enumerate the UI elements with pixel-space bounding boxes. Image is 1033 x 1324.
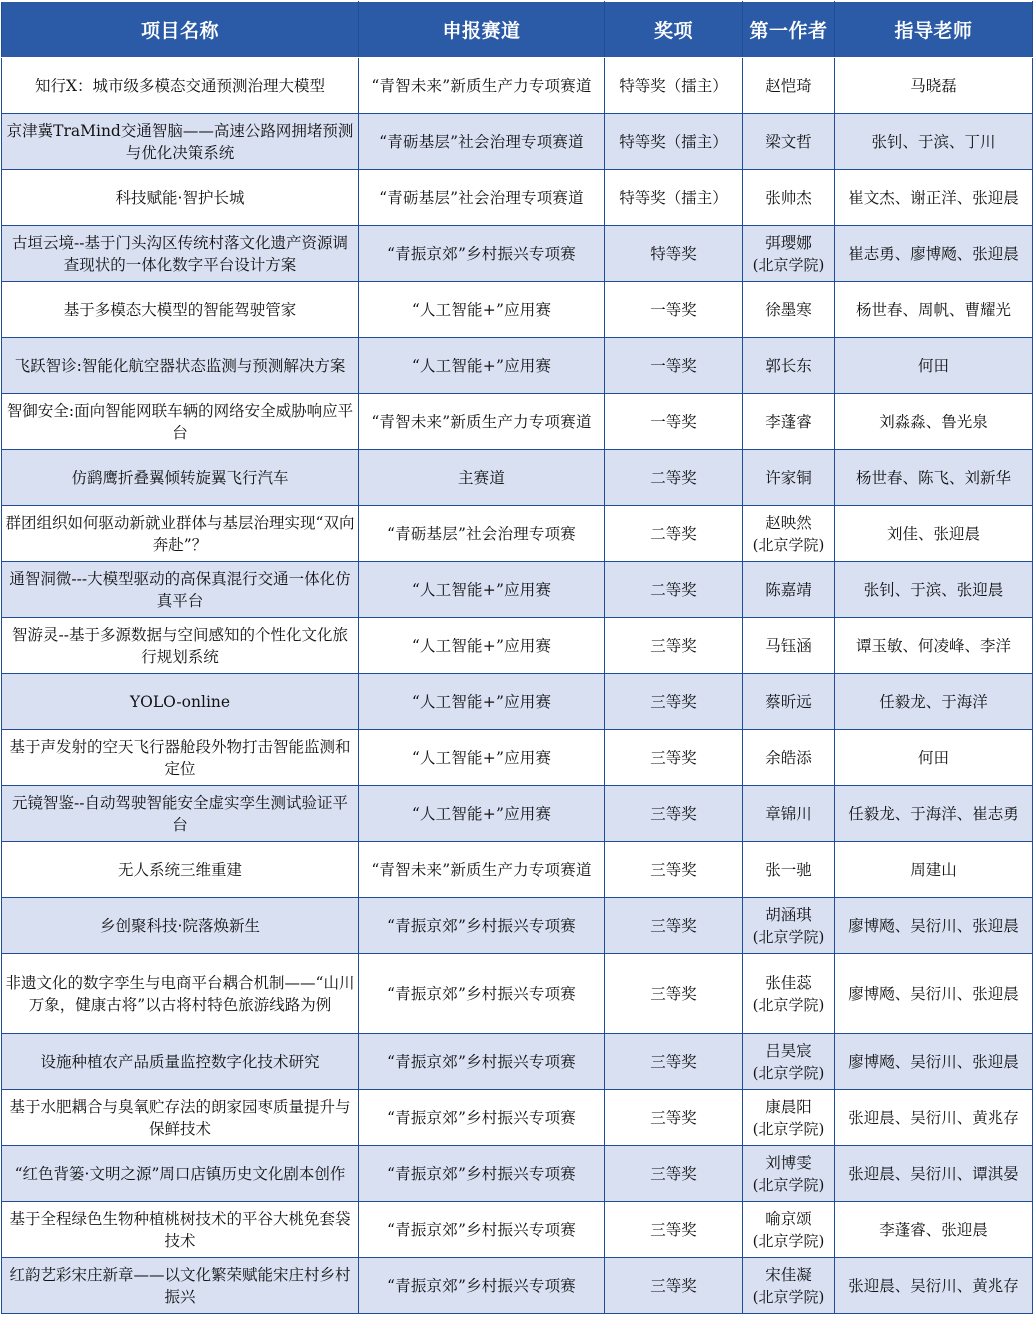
project-cell: 设施种植农产品质量监控数字化技术研究 [2, 1034, 359, 1090]
track-cell: “人工智能+”应用赛 [359, 730, 605, 786]
award-cell: 三等奖 [605, 786, 743, 842]
award-cell: 三等奖 [605, 1202, 743, 1258]
table-row [2, 786, 1033, 842]
table-row [2, 730, 1033, 786]
track-cell: 主赛道 [359, 450, 605, 506]
author-cell [743, 1258, 835, 1314]
track-cell: “人工智能+”应用赛 [359, 618, 605, 674]
table-row [2, 618, 1033, 674]
table-row [2, 58, 1033, 114]
advisor-cell: 廖博飏、吴衍川、张迎晨 [835, 898, 1033, 954]
advisor-cell: 刘淼淼、鲁光泉 [835, 394, 1033, 450]
advisor-cell: 廖博飏、吴衍川、张迎晨 [835, 1034, 1033, 1090]
award-cell: 一等奖 [605, 394, 743, 450]
advisor-cell: 崔志勇、廖博飏、张迎晨 [835, 226, 1033, 282]
track-cell: “青智未来”新质生产力专项赛道 [359, 58, 605, 114]
advisor-cell: 任毅龙、于海洋 [835, 674, 1033, 730]
track-cell: “人工智能+”应用赛 [359, 282, 605, 338]
author-cell [743, 1034, 835, 1090]
project-cell: 红韵艺彩宋庄新章——以文化繁荣赋能宋庄村乡村振兴 [2, 1258, 359, 1314]
author-name: 张帅杰 [765, 188, 812, 207]
author-name: 陈嘉靖 [765, 580, 812, 599]
table-row [2, 898, 1033, 954]
advisor-cell: 张迎晨、吴衍川、黄兆存 [835, 1258, 1033, 1314]
track-cell: “人工智能+”应用赛 [359, 562, 605, 618]
table-row [2, 170, 1033, 226]
track-cell: “青振京郊”乡村振兴专项赛 [359, 226, 605, 282]
table-row [2, 114, 1033, 170]
author-cell [743, 562, 835, 618]
author-cell [743, 618, 835, 674]
author-cell [743, 1146, 835, 1202]
award-cell: 特等奖（擂主） [605, 170, 743, 226]
author-affiliation: (北京学院) [752, 927, 825, 946]
award-cell: 三等奖 [605, 618, 743, 674]
award-cell: 三等奖 [605, 842, 743, 898]
project-cell: 元镜智鉴--自动驾驶智能安全虚实孪生测试验证平台 [2, 786, 359, 842]
table-row [2, 674, 1033, 730]
table-row [2, 954, 1033, 1034]
advisor-cell: 谭玉敏、何凌峰、李洋 [835, 618, 1033, 674]
project-cell: 群团组织如何驱动新就业群体与基层治理实现“双向奔赴”？ [2, 506, 359, 562]
project-cell: 科技赋能·智护长城 [2, 170, 359, 226]
table-row [2, 226, 1033, 282]
award-cell: 三等奖 [605, 674, 743, 730]
project-cell: 智游灵--基于多源数据与空间感知的个性化文化旅行规划系统 [2, 618, 359, 674]
author-name: 弭璎娜 [765, 233, 812, 252]
project-cell: 通智洞微---大模型驱动的高保真混行交通一体化仿真平台 [2, 562, 359, 618]
advisor-cell: 张钊、于滨、张迎晨 [835, 562, 1033, 618]
author-cell [743, 898, 835, 954]
author-cell [743, 1090, 835, 1146]
award-cell: 一等奖 [605, 282, 743, 338]
award-cell: 三等奖 [605, 898, 743, 954]
advisor-cell: 张钊、于滨、丁川 [835, 114, 1033, 170]
table-row [2, 338, 1033, 394]
award-cell: 三等奖 [605, 954, 743, 1034]
author-name: 宋佳凝 [765, 1265, 812, 1284]
table-row [2, 1258, 1033, 1314]
project-cell: 非遗文化的数字孪生与电商平台耦合机制——“山川万象，健康古将”以古将村特色旅游线路为例 [2, 954, 359, 1034]
author-name: 郭长东 [765, 356, 812, 375]
author-name: 赵恺琦 [765, 76, 812, 95]
project-cell: YOLO-online [2, 674, 359, 730]
author-cell [743, 226, 835, 282]
author-name: 李蓬睿 [765, 412, 812, 431]
author-name: 康晨阳 [765, 1097, 812, 1116]
table-row [2, 1090, 1033, 1146]
advisor-cell: 杨世春、陈飞、刘新华 [835, 450, 1033, 506]
author-cell [743, 450, 835, 506]
author-cell [743, 506, 835, 562]
table-row [2, 842, 1033, 898]
author-name: 梁文哲 [765, 132, 812, 151]
track-cell: “人工智能+”应用赛 [359, 786, 605, 842]
advisor-cell: 张迎晨、吴衍川、黄兆存 [835, 1090, 1033, 1146]
advisor-cell: 何田 [835, 338, 1033, 394]
author-cell [743, 954, 835, 1034]
award-cell: 二等奖 [605, 562, 743, 618]
header-author: 第一作者 [743, 2, 835, 58]
table-row [2, 394, 1033, 450]
author-cell [743, 170, 835, 226]
table-row [2, 562, 1033, 618]
track-cell: “青振京郊”乡村振兴专项赛 [359, 1090, 605, 1146]
track-cell: “青砺基层”社会治理专项赛道 [359, 114, 605, 170]
track-cell: “人工智能+”应用赛 [359, 338, 605, 394]
author-affiliation: (北京学院) [752, 1231, 825, 1250]
table-row [2, 282, 1033, 338]
project-cell: 知行X：城市级多模态交通预测治理大模型 [2, 58, 359, 114]
project-cell: 古垣云境--基于门头沟区传统村落文化遗产资源调查现状的一体化数字平台设计方案 [2, 226, 359, 282]
track-cell: “青振京郊”乡村振兴专项赛 [359, 1202, 605, 1258]
author-cell [743, 338, 835, 394]
author-cell [743, 394, 835, 450]
track-cell: “青砺基层”社会治理专项赛道 [359, 170, 605, 226]
award-cell: 特等奖（擂主） [605, 58, 743, 114]
author-name: 刘博雯 [765, 1153, 812, 1172]
author-name: 蔡昕远 [765, 692, 812, 711]
project-cell: 基于全程绿色生物种植桃树技术的平谷大桃免套袋技术 [2, 1202, 359, 1258]
table-row [2, 1146, 1033, 1202]
table-row [2, 1034, 1033, 1090]
project-cell: 基于水肥耦合与臭氧贮存法的朗家园枣质量提升与保鲜技术 [2, 1090, 359, 1146]
track-cell: “青智未来”新质生产力专项赛道 [359, 842, 605, 898]
award-cell: 二等奖 [605, 506, 743, 562]
advisor-cell: 何田 [835, 730, 1033, 786]
project-cell: “红色背篓·文明之源”周口店镇历史文化剧本创作 [2, 1146, 359, 1202]
author-affiliation: (北京学院) [752, 1175, 825, 1194]
award-cell: 特等奖 [605, 226, 743, 282]
award-cell: 三等奖 [605, 730, 743, 786]
project-cell: 基于声发射的空天飞行器舱段外物打击智能监测和定位 [2, 730, 359, 786]
track-cell: “青振京郊”乡村振兴专项赛 [359, 1034, 605, 1090]
track-cell: “青振京郊”乡村振兴专项赛 [359, 898, 605, 954]
advisor-cell: 李蓬睿、张迎晨 [835, 1202, 1033, 1258]
author-name: 徐墨寒 [765, 300, 812, 319]
award-cell: 三等奖 [605, 1146, 743, 1202]
header-advisor: 指导老师 [835, 2, 1033, 58]
awards-table [1, 1, 1033, 1314]
author-name: 张一驰 [765, 860, 812, 879]
track-cell: “人工智能+”应用赛 [359, 674, 605, 730]
project-cell: 仿鹞鹰折叠翼倾转旋翼飞行汽车 [2, 450, 359, 506]
project-cell: 京津冀TraMind交通智脑——高速公路网拥堵预测与优化决策系统 [2, 114, 359, 170]
author-cell [743, 730, 835, 786]
header-track: 申报赛道 [359, 2, 605, 58]
table-row [2, 506, 1033, 562]
author-cell [743, 786, 835, 842]
author-name: 赵映然 [765, 513, 812, 532]
advisor-cell: 刘佳、张迎晨 [835, 506, 1033, 562]
author-name: 张佳蕊 [765, 973, 812, 992]
table-row [2, 1202, 1033, 1258]
track-cell: “青振京郊”乡村振兴专项赛 [359, 1258, 605, 1314]
author-affiliation: (北京学院) [752, 255, 825, 274]
author-affiliation: (北京学院) [752, 995, 825, 1014]
advisor-cell: 周建山 [835, 842, 1033, 898]
header-project: 项目名称 [2, 2, 359, 58]
table-body [2, 58, 1033, 1314]
author-cell [743, 842, 835, 898]
advisor-cell: 张迎晨、吴衍川、谭淇晏 [835, 1146, 1033, 1202]
advisor-cell: 廖博飏、吴衍川、张迎晨 [835, 954, 1033, 1034]
author-affiliation: (北京学院) [752, 1287, 825, 1306]
project-cell: 无人系统三维重建 [2, 842, 359, 898]
author-cell [743, 282, 835, 338]
project-cell: 乡创聚科技·院落焕新生 [2, 898, 359, 954]
author-name: 马钰涵 [765, 636, 812, 655]
author-name: 章锦川 [765, 804, 812, 823]
author-name: 喻京颂 [765, 1209, 812, 1228]
track-cell: “青振京郊”乡村振兴专项赛 [359, 1146, 605, 1202]
author-affiliation: (北京学院) [752, 1063, 825, 1082]
project-cell: 智御安全:面向智能网联车辆的网络安全威胁响应平台 [2, 394, 359, 450]
author-name: 吕昊宸 [765, 1041, 812, 1060]
award-cell: 二等奖 [605, 450, 743, 506]
table-row [2, 450, 1033, 506]
track-cell: “青砺基层”社会治理专项赛 [359, 506, 605, 562]
project-cell: 基于多模态大模型的智能驾驶管家 [2, 282, 359, 338]
track-cell: “青振京郊”乡村振兴专项赛 [359, 954, 605, 1034]
award-cell: 三等奖 [605, 1258, 743, 1314]
author-affiliation: (北京学院) [752, 535, 825, 554]
advisor-cell: 任毅龙、于海洋、崔志勇 [835, 786, 1033, 842]
author-affiliation: (北京学院) [752, 1119, 825, 1138]
header-award: 奖项 [605, 2, 743, 58]
project-cell: 飞跃智诊:智能化航空器状态监测与预测解决方案 [2, 338, 359, 394]
award-cell: 三等奖 [605, 1090, 743, 1146]
advisor-cell: 马晓磊 [835, 58, 1033, 114]
author-cell [743, 114, 835, 170]
author-name: 许家铜 [765, 468, 812, 487]
advisor-cell: 杨世春、周帆、曹耀光 [835, 282, 1033, 338]
award-cell: 三等奖 [605, 1034, 743, 1090]
author-name: 胡涵琪 [765, 905, 812, 924]
author-name: 余皓添 [765, 748, 812, 767]
track-cell: “青智未来”新质生产力专项赛道 [359, 394, 605, 450]
author-cell [743, 58, 835, 114]
header-row [2, 2, 1033, 58]
award-cell: 特等奖（擂主） [605, 114, 743, 170]
author-cell [743, 1202, 835, 1258]
award-cell: 一等奖 [605, 338, 743, 394]
advisor-cell: 崔文杰、谢正洋、张迎晨 [835, 170, 1033, 226]
author-cell [743, 674, 835, 730]
